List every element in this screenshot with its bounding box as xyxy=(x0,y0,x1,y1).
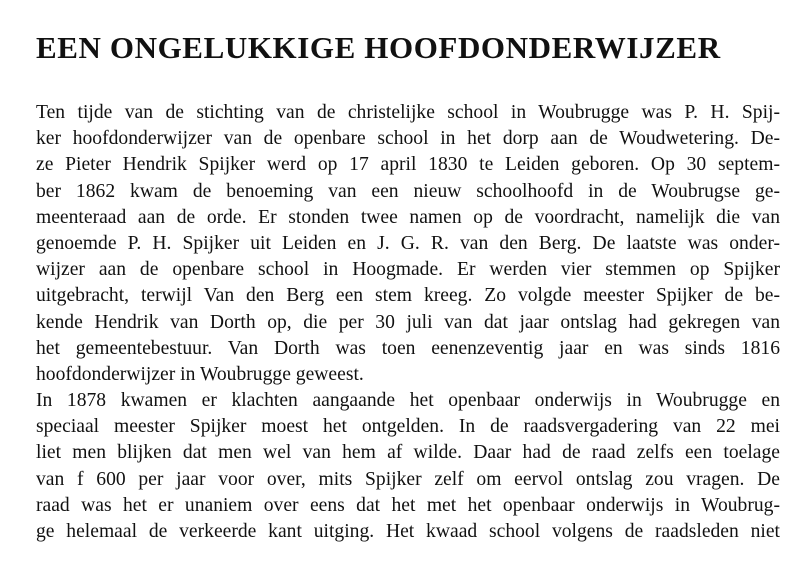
text-line: ber 1862 kwam de benoeming van een nieuw schoolhoofd in de Woubrugse ge- xyxy=(36,180,780,202)
text-line: uitgebracht, terwijl Van den Berg een stem kreeg. Zo volgde meester Spijker de be- xyxy=(36,285,780,307)
page-title: EEN ONGELUKKIGE HOOFDONDERWIJZER xyxy=(36,30,721,65)
text-line: van f 600 per jaar voor over, mits Spijker zelf om eervol ontslag zou vragen. De xyxy=(36,468,780,490)
body-text xyxy=(36,100,780,545)
text-line: ker hoofdonderwijzer van de openbare school in het dorp aan de Woudwetering. De- xyxy=(36,128,780,150)
text-line: ze Pieter Hendrik Spijker werd op 17 april 1830 te Leiden geboren. Op 30 septem- xyxy=(36,154,780,176)
text-line: raad was het er unaniem over eens dat het met het openbaar onderwijs in Woubrug- xyxy=(36,494,780,516)
text-line: In 1878 kwamen er klachten aangaande het openbaar onderwijs in Woubrugge en xyxy=(36,390,780,412)
text-line: wijzer aan de openbare school in Hoogmade. Er werden vier stemmen op Spijker xyxy=(36,259,780,281)
text-line: genoemde P. H. Spijker uit Leiden en J. G. R. van den Berg. De laatste was onder- xyxy=(36,232,780,254)
text-line: kende Hendrik van Dorth op, die per 30 juli van dat jaar ontslag had gekregen van xyxy=(36,311,780,333)
text-line: speciaal meester Spijker moest het ontgelden. In de raadsvergadering van 22 mei xyxy=(36,416,780,438)
text-line: ge helemaal de verkeerde kant uitging. Het kwaad school volgens de raadsleden niet xyxy=(36,521,780,542)
text-line: liet men blijken dat men wel van hem af wilde. Daar had de raad zelfs een toelage xyxy=(36,442,780,464)
text-line: meenteraad aan de orde. Er stonden twee namen op de voordracht, namelijk die van xyxy=(36,206,780,228)
text-line: het gemeentebestuur. Van Dorth was toen eenenzeventig jaar en was sinds 1816 xyxy=(36,337,780,359)
text-line: hoofdonderwijzer in Woubrugge geweest. xyxy=(36,363,364,385)
text-line: Ten tijde van de stichting van de christelijke school in Woubrugge was P. H. Spij- xyxy=(36,102,780,123)
